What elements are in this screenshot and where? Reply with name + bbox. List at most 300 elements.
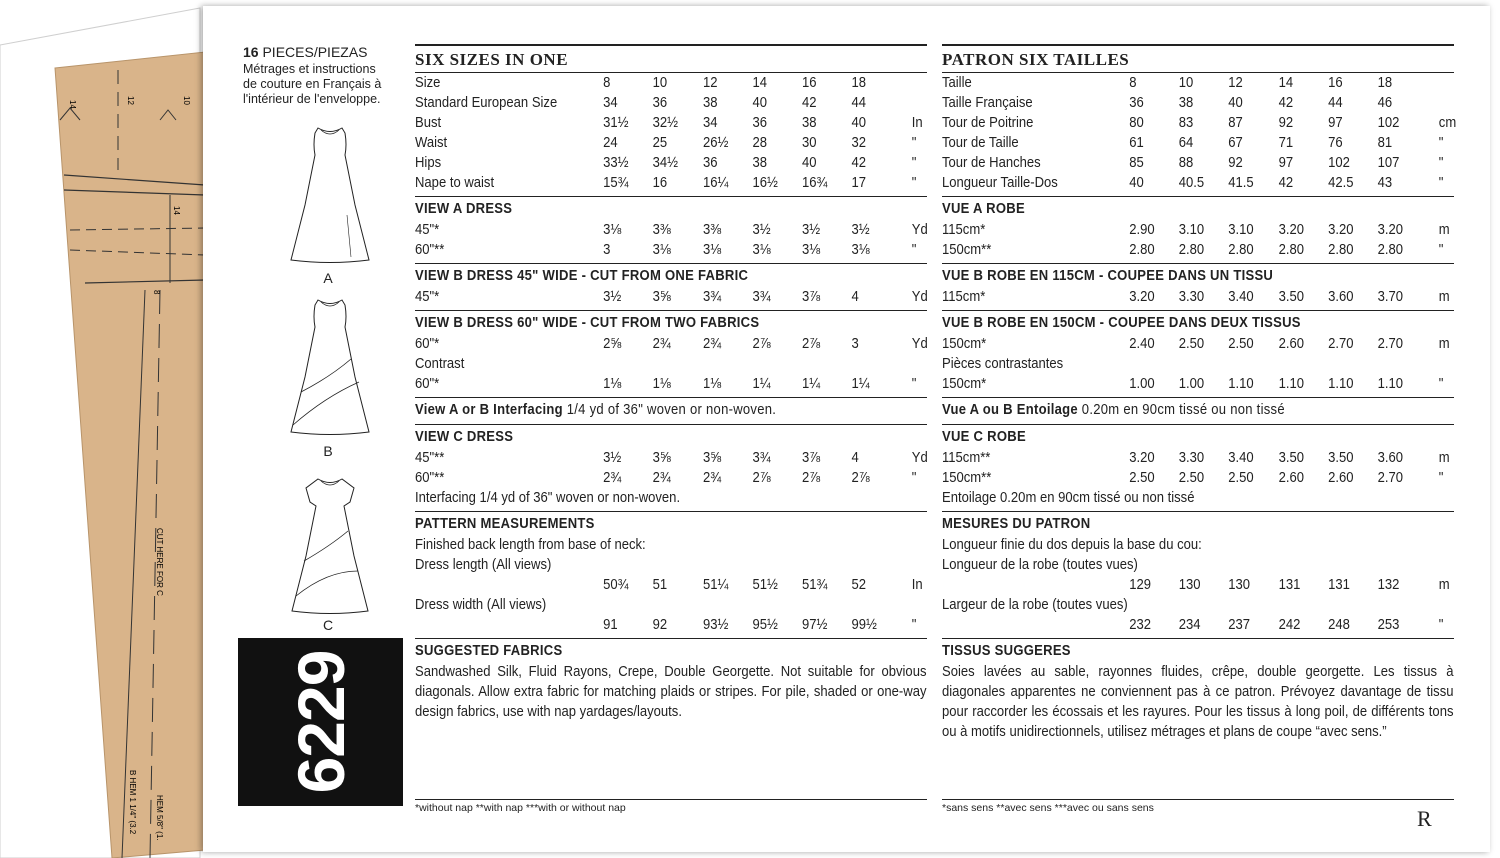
fabrics-header-text: TISSUS SUGGERES xyxy=(942,643,1071,659)
size-value: 3.40 xyxy=(1228,450,1254,466)
english-column xyxy=(415,44,927,722)
size-row xyxy=(942,133,1453,153)
size-value: 2.80 xyxy=(1278,242,1305,258)
view-b60-header xyxy=(415,310,927,334)
row-label: Tour de Taille xyxy=(942,135,1019,151)
view-b-dress-illustration xyxy=(285,297,375,437)
yardage-row xyxy=(942,354,1453,374)
pieces-count: 16 xyxy=(243,44,259,60)
row-label: Taille xyxy=(942,75,972,91)
size-value: 3.70 xyxy=(1377,289,1404,305)
size-value: 3¾ xyxy=(752,450,771,466)
size-value: 51 xyxy=(652,577,668,593)
french-column xyxy=(942,44,1457,742)
interfacing-text xyxy=(942,400,1285,420)
measure-line-1: Longueur finie du dos depuis la base du cou: xyxy=(942,537,1202,553)
size-value: 14 xyxy=(1278,75,1294,91)
size-value: 2.70 xyxy=(1377,336,1404,352)
size-value: 2.60 xyxy=(1278,336,1305,352)
svg-text:12: 12 xyxy=(126,96,135,105)
size-value: 36 xyxy=(652,95,668,111)
svg-text:8: 8 xyxy=(152,290,161,295)
size-value: 16¼ xyxy=(703,175,729,191)
measurements-header-text: PATTERN MEASUREMENTS xyxy=(415,516,595,532)
size-value: 80 xyxy=(1129,115,1144,131)
size-value: 40 xyxy=(802,155,817,171)
size-value: 3½ xyxy=(603,450,622,466)
view-c-header-text: VUE C ROBE xyxy=(942,429,1026,445)
size-row xyxy=(415,113,926,133)
size-value: 3.20 xyxy=(1129,450,1155,466)
size-row xyxy=(415,73,926,93)
size-row xyxy=(942,73,1453,93)
size-value: 32½ xyxy=(652,115,679,131)
pieces-fr-line-3: l'intérieur de l'enveloppe. xyxy=(243,92,381,106)
unit-label: " xyxy=(911,470,917,486)
unit-label: Yd xyxy=(911,450,928,466)
size-value: 95½ xyxy=(752,617,778,633)
size-value: 2.50 xyxy=(1178,336,1205,352)
size-value: 16½ xyxy=(752,175,778,191)
row-label: 45"** xyxy=(415,450,445,466)
size-value: 28 xyxy=(752,135,768,151)
size-value: 2¾ xyxy=(703,336,722,352)
size-value: 34 xyxy=(703,115,718,131)
size-value: 8 xyxy=(1129,75,1137,91)
size-value: 2.50 xyxy=(1228,336,1254,352)
yardage-row xyxy=(942,240,1453,260)
unit-label: " xyxy=(1438,242,1444,258)
row-label: Nape to waist xyxy=(415,175,495,191)
row-label: Tour de Hanches xyxy=(942,155,1041,171)
size-value: 3.10 xyxy=(1228,222,1254,238)
measurements-header xyxy=(415,511,927,535)
unit-label: " xyxy=(1438,175,1444,191)
size-value: 2.50 xyxy=(1228,470,1254,486)
measure-line-3: Largeur de la robe (toutes vues) xyxy=(942,597,1128,613)
view-a-label: A xyxy=(323,270,333,286)
yardage-row xyxy=(942,220,1453,240)
unit-label: " xyxy=(911,617,917,633)
size-value: 1.10 xyxy=(1328,376,1354,392)
interfacing-text xyxy=(415,400,776,420)
unit-label: m xyxy=(1438,577,1450,593)
view-b-label: B xyxy=(323,443,333,459)
size-value: 18 xyxy=(851,75,867,91)
size-value: 129 xyxy=(1129,577,1151,593)
size-value: 3.30 xyxy=(1178,289,1205,305)
row-label: 150cm* xyxy=(942,376,987,392)
row-label: Standard European Size xyxy=(415,95,558,111)
size-value: 12 xyxy=(703,75,718,91)
size-value: 3.20 xyxy=(1377,222,1404,238)
unit-label: " xyxy=(911,175,917,191)
size-value: 51½ xyxy=(752,577,778,593)
size-value: 3⅛ xyxy=(802,242,821,258)
size-value: 131 xyxy=(1328,577,1350,593)
size-value: 18 xyxy=(1377,75,1393,91)
size-value: 92 xyxy=(1228,155,1243,171)
size-value: 130 xyxy=(1228,577,1250,593)
size-value: 1¼ xyxy=(752,376,771,392)
unit-label: " xyxy=(1438,470,1444,486)
size-value: 3⅛ xyxy=(703,242,722,258)
size-value: 3⅛ xyxy=(851,242,870,258)
view-b45-header xyxy=(942,263,1454,287)
row-label: 150cm** xyxy=(942,470,992,486)
unit-label: m xyxy=(1438,450,1450,466)
size-value: 3½ xyxy=(752,222,771,238)
size-value: 2¾ xyxy=(652,336,671,352)
view-a-header-text: VIEW A DRESS xyxy=(415,201,513,217)
unit-label: m xyxy=(1438,222,1450,238)
size-value: 40 xyxy=(1129,175,1144,191)
size-value: 87 xyxy=(1228,115,1243,131)
view-c-label: C xyxy=(322,617,334,633)
length-row xyxy=(942,575,1453,595)
size-value: 3⅞ xyxy=(802,289,821,305)
view-c-dress-illustration xyxy=(282,476,378,616)
view-a-dress-illustration xyxy=(285,125,375,265)
size-value: 3½ xyxy=(802,222,821,238)
yardage-row xyxy=(415,468,926,488)
unit-label: In xyxy=(911,115,923,131)
size-value: 46 xyxy=(1377,95,1393,111)
size-value: 2⅞ xyxy=(851,470,870,486)
size-value: 4 xyxy=(851,450,859,466)
size-value: 16 xyxy=(802,75,817,91)
size-value: 1⅛ xyxy=(652,376,671,392)
row-label: 45"* xyxy=(415,222,440,238)
yardage-row xyxy=(415,374,926,394)
size-value: 34 xyxy=(603,95,618,111)
size-value: 234 xyxy=(1178,617,1201,633)
cut-here-label: CUT HERE FOR C xyxy=(155,528,164,596)
size-value: 44 xyxy=(851,95,867,111)
size-value: 3⅝ xyxy=(703,450,722,466)
yardage-row xyxy=(942,448,1453,468)
pieces-fr-line-1: Métrages et instructions xyxy=(243,62,376,76)
unit-label: Yd xyxy=(911,336,928,352)
size-value: 40 xyxy=(851,115,867,131)
row-label: Pièces contrastantes xyxy=(942,356,1064,372)
size-value: 2.80 xyxy=(1377,242,1404,258)
row-label: 150cm** xyxy=(942,242,992,258)
measure-line-2: Dress length (All views) xyxy=(415,557,552,573)
unit-label: In xyxy=(911,577,923,593)
size-value: 8 xyxy=(603,75,611,91)
size-value: 1.10 xyxy=(1228,376,1254,392)
brand-mark: R xyxy=(1417,806,1432,831)
size-value: 36 xyxy=(1129,95,1144,111)
size-value: 131 xyxy=(1278,577,1301,593)
size-value: 42.5 xyxy=(1328,175,1354,191)
measure-line-2: Longueur de la robe (toutes vues) xyxy=(942,557,1138,573)
unit-label: " xyxy=(911,135,917,151)
size-value: 10 xyxy=(1178,75,1194,91)
measure-line-3: Dress width (All views) xyxy=(415,597,547,613)
size-value: 92 xyxy=(1278,115,1294,131)
english-footnote: *without nap **with nap ***with or without nap xyxy=(415,799,927,814)
size-value: 2.80 xyxy=(1228,242,1254,258)
unit-label: " xyxy=(911,155,917,171)
size-value: 1.00 xyxy=(1178,376,1205,392)
size-value: 3¾ xyxy=(703,289,722,305)
column-title: SIX SIZES IN ONE xyxy=(415,44,927,73)
svg-text:14: 14 xyxy=(68,100,77,109)
row-label: Contrast xyxy=(415,356,465,372)
size-value: 3½ xyxy=(603,289,622,305)
size-value: 3.10 xyxy=(1178,222,1205,238)
row-label: 60"* xyxy=(415,336,440,352)
size-value: 38 xyxy=(703,95,718,111)
size-value: 1¼ xyxy=(802,376,821,392)
unit-label: " xyxy=(1438,135,1444,151)
unit-label: " xyxy=(1438,376,1444,392)
row-label: Hips xyxy=(415,155,442,171)
row-label: Longueur Taille-Dos xyxy=(942,175,1058,191)
yardage-row xyxy=(942,334,1453,354)
fabrics-header-text: SUGGESTED FABRICS xyxy=(415,643,563,659)
size-value: 130 xyxy=(1178,577,1201,593)
size-value: 2.60 xyxy=(1328,470,1354,486)
size-value: 38 xyxy=(1178,95,1194,111)
unit-label: cm xyxy=(1438,115,1457,131)
size-value: 1¼ xyxy=(851,376,870,392)
row-label: Taille Française xyxy=(942,95,1033,111)
size-value: 2.80 xyxy=(1328,242,1354,258)
size-value: 3.20 xyxy=(1328,222,1354,238)
size-value: 93½ xyxy=(703,617,729,633)
svg-text:10: 10 xyxy=(182,96,191,105)
view-b45-header-text: VIEW B DRESS 45" WIDE - CUT FROM ONE FABRIC xyxy=(415,268,749,284)
size-value: 42 xyxy=(802,95,817,111)
unit-label: Yd xyxy=(911,222,928,238)
unit-label: " xyxy=(1438,155,1444,171)
size-value: 33½ xyxy=(603,155,629,171)
view-b45-header xyxy=(415,263,927,287)
size-value: 42 xyxy=(851,155,867,171)
unit-label: Yd xyxy=(911,289,928,305)
pattern-number-block xyxy=(238,638,403,806)
yardage-row xyxy=(415,220,926,240)
row-label: 60"** xyxy=(415,242,445,258)
row-label: 45"* xyxy=(415,289,440,305)
size-value: 2.50 xyxy=(1178,470,1205,486)
size-value: 16 xyxy=(1328,75,1343,91)
size-row xyxy=(415,133,926,153)
view-b45-header-text: VUE B ROBE EN 115CM - COUPEE DANS UN TISSU xyxy=(942,268,1274,284)
row-label: Size xyxy=(415,75,441,91)
size-value: 36 xyxy=(703,155,718,171)
size-value: 81 xyxy=(1377,135,1393,151)
size-row xyxy=(942,93,1453,113)
size-value: 41.5 xyxy=(1228,175,1254,191)
size-value: 16¾ xyxy=(802,175,828,191)
size-value: 2.90 xyxy=(1129,222,1155,238)
size-value: 4 xyxy=(851,289,859,305)
unit-label: " xyxy=(911,376,917,392)
size-value: 232 xyxy=(1129,617,1151,633)
size-row xyxy=(415,93,926,113)
size-value: 102 xyxy=(1328,155,1350,171)
size-value: 97½ xyxy=(802,617,828,633)
size-value: 42 xyxy=(1278,95,1294,111)
size-value: 3⅜ xyxy=(652,222,671,238)
size-value: 3.50 xyxy=(1328,450,1354,466)
size-value: 2.80 xyxy=(1129,242,1155,258)
size-value: 10 xyxy=(652,75,668,91)
row-label: 115cm* xyxy=(942,289,986,305)
column-title: PATRON SIX TAILLES xyxy=(942,44,1454,73)
size-value: 1⅛ xyxy=(603,376,622,392)
size-value: 97 xyxy=(1278,155,1294,171)
size-value: 3.50 xyxy=(1278,450,1305,466)
french-footnote: *sans sens **avec sens ***avec ou sans sens xyxy=(942,799,1454,814)
size-row xyxy=(415,153,926,173)
view-a-header-text: VUE A ROBE xyxy=(942,201,1025,217)
size-value: 1.00 xyxy=(1129,376,1155,392)
pieces-info xyxy=(243,44,408,107)
interfacing-bold: View A or B Interfacing xyxy=(415,402,563,418)
row-label: 115cm** xyxy=(942,450,991,466)
fabrics-header xyxy=(942,638,1454,662)
row-label: 60"** xyxy=(415,470,445,486)
fabrics-text: Sandwashed Silk, Fluid Rayons, Crepe, Double Georgette. Not suitable for obvious diagonals. Allow extra fabric for matching plaids or stripes. For pile, shaded or one-way design fabrics, use with nap yardages/layouts. xyxy=(415,664,927,720)
interfacing-line xyxy=(942,397,1454,421)
size-value: 88 xyxy=(1178,155,1194,171)
view-c-note: Interfacing 1/4 yd of 36" woven or non-woven. xyxy=(415,490,681,506)
width-row xyxy=(942,615,1453,635)
unit-label: m xyxy=(1438,289,1450,305)
yardage-row xyxy=(415,287,926,307)
size-value: 2.40 xyxy=(1129,336,1155,352)
size-value: 3 xyxy=(851,336,859,352)
size-value: 25 xyxy=(652,135,668,151)
row-label: 115cm* xyxy=(942,222,986,238)
yardage-row xyxy=(942,374,1453,394)
interfacing-detail: 0.20m en 90cm tissé ou non tissé xyxy=(1077,402,1285,418)
b-hem-label: B HEM 1 1/4" (3.2 xyxy=(128,770,137,835)
size-value: 3.60 xyxy=(1377,450,1404,466)
size-value: 3¾ xyxy=(752,289,771,305)
size-value: 40 xyxy=(752,95,768,111)
size-value: 16 xyxy=(652,175,668,191)
size-value: 42 xyxy=(1278,175,1294,191)
size-value: 3.30 xyxy=(1178,450,1205,466)
size-value: 2.70 xyxy=(1328,336,1354,352)
size-value: 92 xyxy=(652,617,668,633)
size-value: 43 xyxy=(1377,175,1393,191)
size-value: 17 xyxy=(851,175,867,191)
measurements-header-text: MESURES DU PATRON xyxy=(942,516,1091,532)
size-value: 3⅛ xyxy=(603,222,622,238)
width-row xyxy=(415,615,926,635)
size-value: 31½ xyxy=(603,115,629,131)
view-c-header-text: VIEW C DRESS xyxy=(415,429,514,445)
size-value: 85 xyxy=(1129,155,1144,171)
size-value: 2¾ xyxy=(703,470,722,486)
interfacing-bold: Vue A ou B Entoilage xyxy=(942,402,1078,418)
size-value: 15¾ xyxy=(603,175,629,191)
length-row xyxy=(415,575,926,595)
view-a-header xyxy=(942,196,1454,220)
size-value: 76 xyxy=(1328,135,1343,151)
size-value: 91 xyxy=(603,617,618,633)
row-label: Tour de Poitrine xyxy=(942,115,1034,131)
size-value: 34½ xyxy=(652,155,679,171)
size-value: 2.50 xyxy=(1129,470,1155,486)
size-value: 242 xyxy=(1278,617,1301,633)
size-row xyxy=(942,173,1453,193)
view-b60-header xyxy=(942,310,1454,334)
size-value: 2⅝ xyxy=(603,336,622,352)
size-value: 3⅜ xyxy=(703,222,722,238)
size-value: 2⅞ xyxy=(752,470,771,486)
size-value: 2¾ xyxy=(652,470,671,486)
size-value: 3.60 xyxy=(1328,289,1354,305)
row-label: 150cm* xyxy=(942,336,987,352)
size-value: 3½ xyxy=(851,222,870,238)
size-value: 38 xyxy=(752,155,768,171)
size-value: 1.10 xyxy=(1278,376,1305,392)
yardage-row xyxy=(415,354,926,374)
unit-label: " xyxy=(911,242,917,258)
yardage-row xyxy=(415,240,926,260)
size-value: 50¾ xyxy=(603,577,629,593)
size-value: 3⅛ xyxy=(752,242,771,258)
svg-text:14: 14 xyxy=(172,206,181,215)
size-value: 2⅞ xyxy=(752,336,771,352)
measure-line-1: Finished back length from base of neck: xyxy=(415,537,646,553)
size-value: 1⅛ xyxy=(703,376,722,392)
view-b60-header-text: VUE B ROBE EN 150CM - COUPEE DANS DEUX TISSUS xyxy=(942,315,1301,331)
yardage-row xyxy=(942,468,1453,488)
hem-label: HEM 5/8" (1. xyxy=(155,795,164,841)
yardage-row xyxy=(942,287,1453,307)
fabrics-text: Soies lavées au sable, rayonnes fluides, crêpe, double georgette. Les tissus à diagonales apparentes ne conviennent pas à ce patron. Prévoyez davantage de tissu pour raccorder les écossais et les rayures. Pour les tissus à long poil, de différents tons ou à motifs unidirectionnels, utilisez métrages et plans de coupe “avec sens.” xyxy=(942,664,1454,740)
size-value: 2⅞ xyxy=(802,336,821,352)
view-b60-header-text: VIEW B DRESS 60" WIDE - CUT FROM TWO FABRICS xyxy=(415,315,760,331)
size-value: 12 xyxy=(1228,75,1243,91)
size-value: 3 xyxy=(603,242,611,258)
size-value: 32 xyxy=(851,135,867,151)
row-label: Waist xyxy=(415,135,448,151)
view-a-header xyxy=(415,196,927,220)
size-value: 132 xyxy=(1377,577,1400,593)
size-value: 3.40 xyxy=(1228,289,1254,305)
size-value: 30 xyxy=(802,135,817,151)
size-value: 83 xyxy=(1178,115,1194,131)
size-row xyxy=(942,153,1453,173)
unit-label: m xyxy=(1438,336,1450,352)
size-value: 61 xyxy=(1129,135,1144,151)
size-value: 248 xyxy=(1328,617,1350,633)
size-value: 2.70 xyxy=(1377,470,1404,486)
size-value: 107 xyxy=(1377,155,1400,171)
size-row xyxy=(942,113,1457,133)
measurements-header xyxy=(942,511,1454,535)
size-value: 36 xyxy=(752,115,768,131)
size-value: 99½ xyxy=(851,617,877,633)
size-value: 97 xyxy=(1328,115,1343,131)
size-value: 3⅝ xyxy=(652,450,671,466)
size-value: 44 xyxy=(1328,95,1343,111)
interfacing-line xyxy=(415,397,927,421)
row-label: 60"* xyxy=(415,376,440,392)
size-value: 2.80 xyxy=(1178,242,1205,258)
size-value: 1.10 xyxy=(1377,376,1404,392)
